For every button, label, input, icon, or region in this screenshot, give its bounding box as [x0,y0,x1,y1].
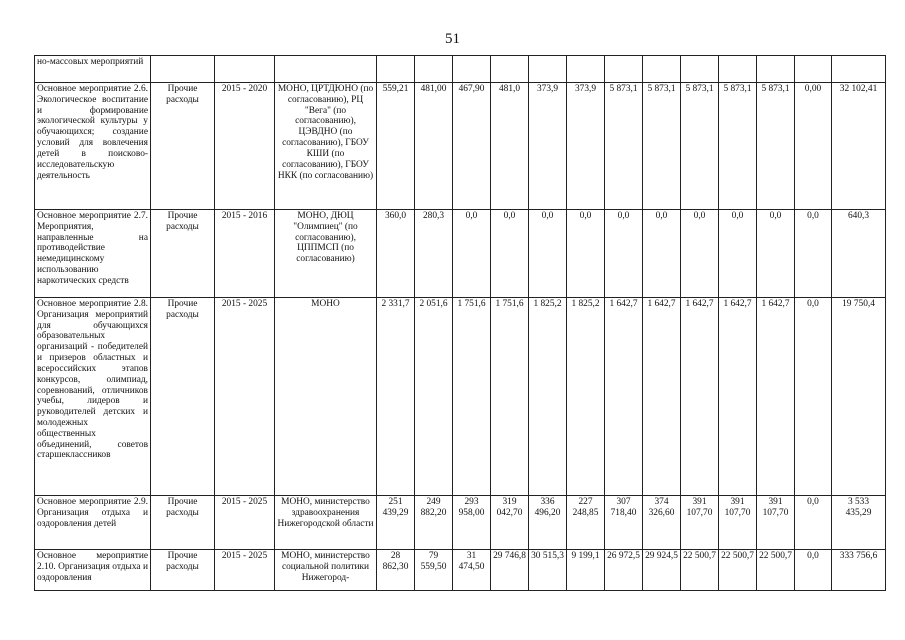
activity-name-cell: Основное мероприятие 2.9. Организация отдыха и оздоровления детей [35,496,151,550]
reserve-value-cell: 0,00 [795,83,832,210]
reserve-value-cell [795,56,832,83]
year-value-cell: 0,0 [643,210,681,298]
activity-name-cell: Основное мероприятие 2.7. Мероприятия, направленные на противодействие немедицинскому использованию наркотических средств [35,210,151,298]
year-value-cell: 28 862,30 [377,550,415,591]
year-value-cell: 1 825,2 [567,298,605,496]
funding-source-cell: Прочие расходы [151,210,215,298]
year-value-cell: 1 642,7 [757,298,795,496]
funding-source-cell: Прочие расходы [151,550,215,591]
total-cell: 3 533 435,29 [832,496,886,550]
year-value-cell: 1 642,7 [643,298,681,496]
year-value-cell: 360,0 [377,210,415,298]
table-row [35,210,886,298]
year-value-cell: 0,0 [681,210,719,298]
executor-cell: МОНО, министерство социальной политики Нижегород- [275,550,377,591]
year-value-cell: 5 873,1 [681,83,719,210]
table-row [35,83,886,210]
reserve-value-cell: 0,0 [795,210,832,298]
total-cell: 333 756,6 [832,550,886,591]
table-row [35,550,886,591]
year-value-cell: 0,0 [757,210,795,298]
year-value-cell: 481,0 [491,83,529,210]
activity-name-cell: Основное мероприятие 2.6. Экологическое воспитание и формирование экологической культуры у обучающихся; создание условий для вовлечения детей в поисково-исследовательскую деятельность [35,83,151,210]
year-value-cell: 373,9 [529,83,567,210]
year-value-cell: 0,0 [605,210,643,298]
funding-source-cell: Прочие расходы [151,298,215,496]
period-cell [215,56,275,83]
funding-source-cell [151,56,215,83]
year-value-cell: 293 958,00 [453,496,491,550]
year-value-cell: 374 326,60 [643,496,681,550]
year-value-cell: 227 248,85 [567,496,605,550]
year-value-cell: 307 718,40 [605,496,643,550]
year-value-cell: 5 873,1 [643,83,681,210]
year-value-cell: 29 924,5 [643,550,681,591]
year-value-cell: 391 107,70 [719,496,757,550]
year-value-cell: 2 051,6 [415,298,453,496]
total-cell: 32 102,41 [832,83,886,210]
year-value-cell: 22 500,7 [719,550,757,591]
year-value-cell: 481,00 [415,83,453,210]
year-value-cell: 391 107,70 [757,496,795,550]
year-value-cell [415,56,453,83]
year-value-cell: 26 972,5 [605,550,643,591]
year-value-cell [529,56,567,83]
year-value-cell: 1 642,7 [719,298,757,496]
total-cell: 19 750,4 [832,298,886,496]
year-value-cell: 0,0 [453,210,491,298]
page-number: 51 [445,31,460,47]
year-value-cell: 2 331,7 [377,298,415,496]
year-value-cell: 5 873,1 [605,83,643,210]
year-value-cell [681,56,719,83]
year-value-cell: 1 642,7 [681,298,719,496]
year-value-cell [719,56,757,83]
period-cell: 2015 - 2025 [215,496,275,550]
table-row [35,298,886,496]
year-value-cell: 336 496,20 [529,496,567,550]
year-value-cell: 1 825,2 [529,298,567,496]
reserve-value-cell: 0,0 [795,550,832,591]
total-cell: 640,3 [832,210,886,298]
year-value-cell: 9 199,1 [567,550,605,591]
year-value-cell [757,56,795,83]
period-cell: 2015 - 2020 [215,83,275,210]
executor-cell: МОНО [275,298,377,496]
year-value-cell: 319 042,70 [491,496,529,550]
funding-source-cell: Прочие расходы [151,83,215,210]
year-value-cell [643,56,681,83]
year-value-cell: 22 500,7 [757,550,795,591]
year-value-cell: 0,0 [529,210,567,298]
year-value-cell [567,56,605,83]
year-value-cell [491,56,529,83]
budget-table [34,55,886,591]
year-value-cell: 373,9 [567,83,605,210]
executor-cell: МОНО, ЦРТДЮНО (по согласованию), РЦ "Вега" (по согласованию), ЦЭВДНО (по согласованию), ГБОУ КШИ (по согласованию), ГБОУ НКК (по согласованию) [275,83,377,210]
reserve-value-cell: 0,0 [795,496,832,550]
year-value-cell: 1 642,7 [605,298,643,496]
executor-cell: МОНО, министерство здравоохранения Нижегородской области [275,496,377,550]
funding-source-cell: Прочие расходы [151,496,215,550]
table-row [35,496,886,550]
year-value-cell: 79 559,50 [415,550,453,591]
total-cell [832,56,886,83]
year-value-cell [377,56,415,83]
year-value-cell [453,56,491,83]
year-value-cell: 467,90 [453,83,491,210]
year-value-cell: 0,0 [491,210,529,298]
year-value-cell: 22 500,7 [681,550,719,591]
year-value-cell: 249 882,20 [415,496,453,550]
year-value-cell: 0,0 [719,210,757,298]
year-value-cell: 30 515,3 [529,550,567,591]
reserve-value-cell: 0,0 [795,298,832,496]
year-value-cell: 559,21 [377,83,415,210]
year-value-cell: 0,0 [567,210,605,298]
activity-name-cell: но-массовых мероприятий [35,56,151,83]
executor-cell: МОНО, ДЮЦ "Олимпиец" (по согласованию), ЦППМСП (по согласованию) [275,210,377,298]
year-value-cell: 1 751,6 [491,298,529,496]
table-row [35,56,886,83]
executor-cell [275,56,377,83]
year-value-cell: 251 439,29 [377,496,415,550]
year-value-cell: 31 474,50 [453,550,491,591]
year-value-cell: 29 746,8 [491,550,529,591]
year-value-cell: 5 873,1 [719,83,757,210]
period-cell: 2015 - 2025 [215,550,275,591]
activity-name-cell: Основное мероприятие 2.10. Организация отдыха и оздоровления [35,550,151,591]
period-cell: 2015 - 2025 [215,298,275,496]
year-value-cell [605,56,643,83]
period-cell: 2015 - 2016 [215,210,275,298]
table-body [35,56,886,591]
year-value-cell: 280,3 [415,210,453,298]
year-value-cell: 391 107,70 [681,496,719,550]
activity-name-cell: Основное мероприятие 2.8. Организация мероприятий для обучающихся образовательных организаций - победителей и призеров областных и всероссийских этапов конкурсов, олимпиад, соревнований, отличников учебы, лидеров и руководителей детских и молодежных общественных объединений, советов старшеклассников [35,298,151,496]
year-value-cell: 1 751,6 [453,298,491,496]
year-value-cell: 5 873,1 [757,83,795,210]
